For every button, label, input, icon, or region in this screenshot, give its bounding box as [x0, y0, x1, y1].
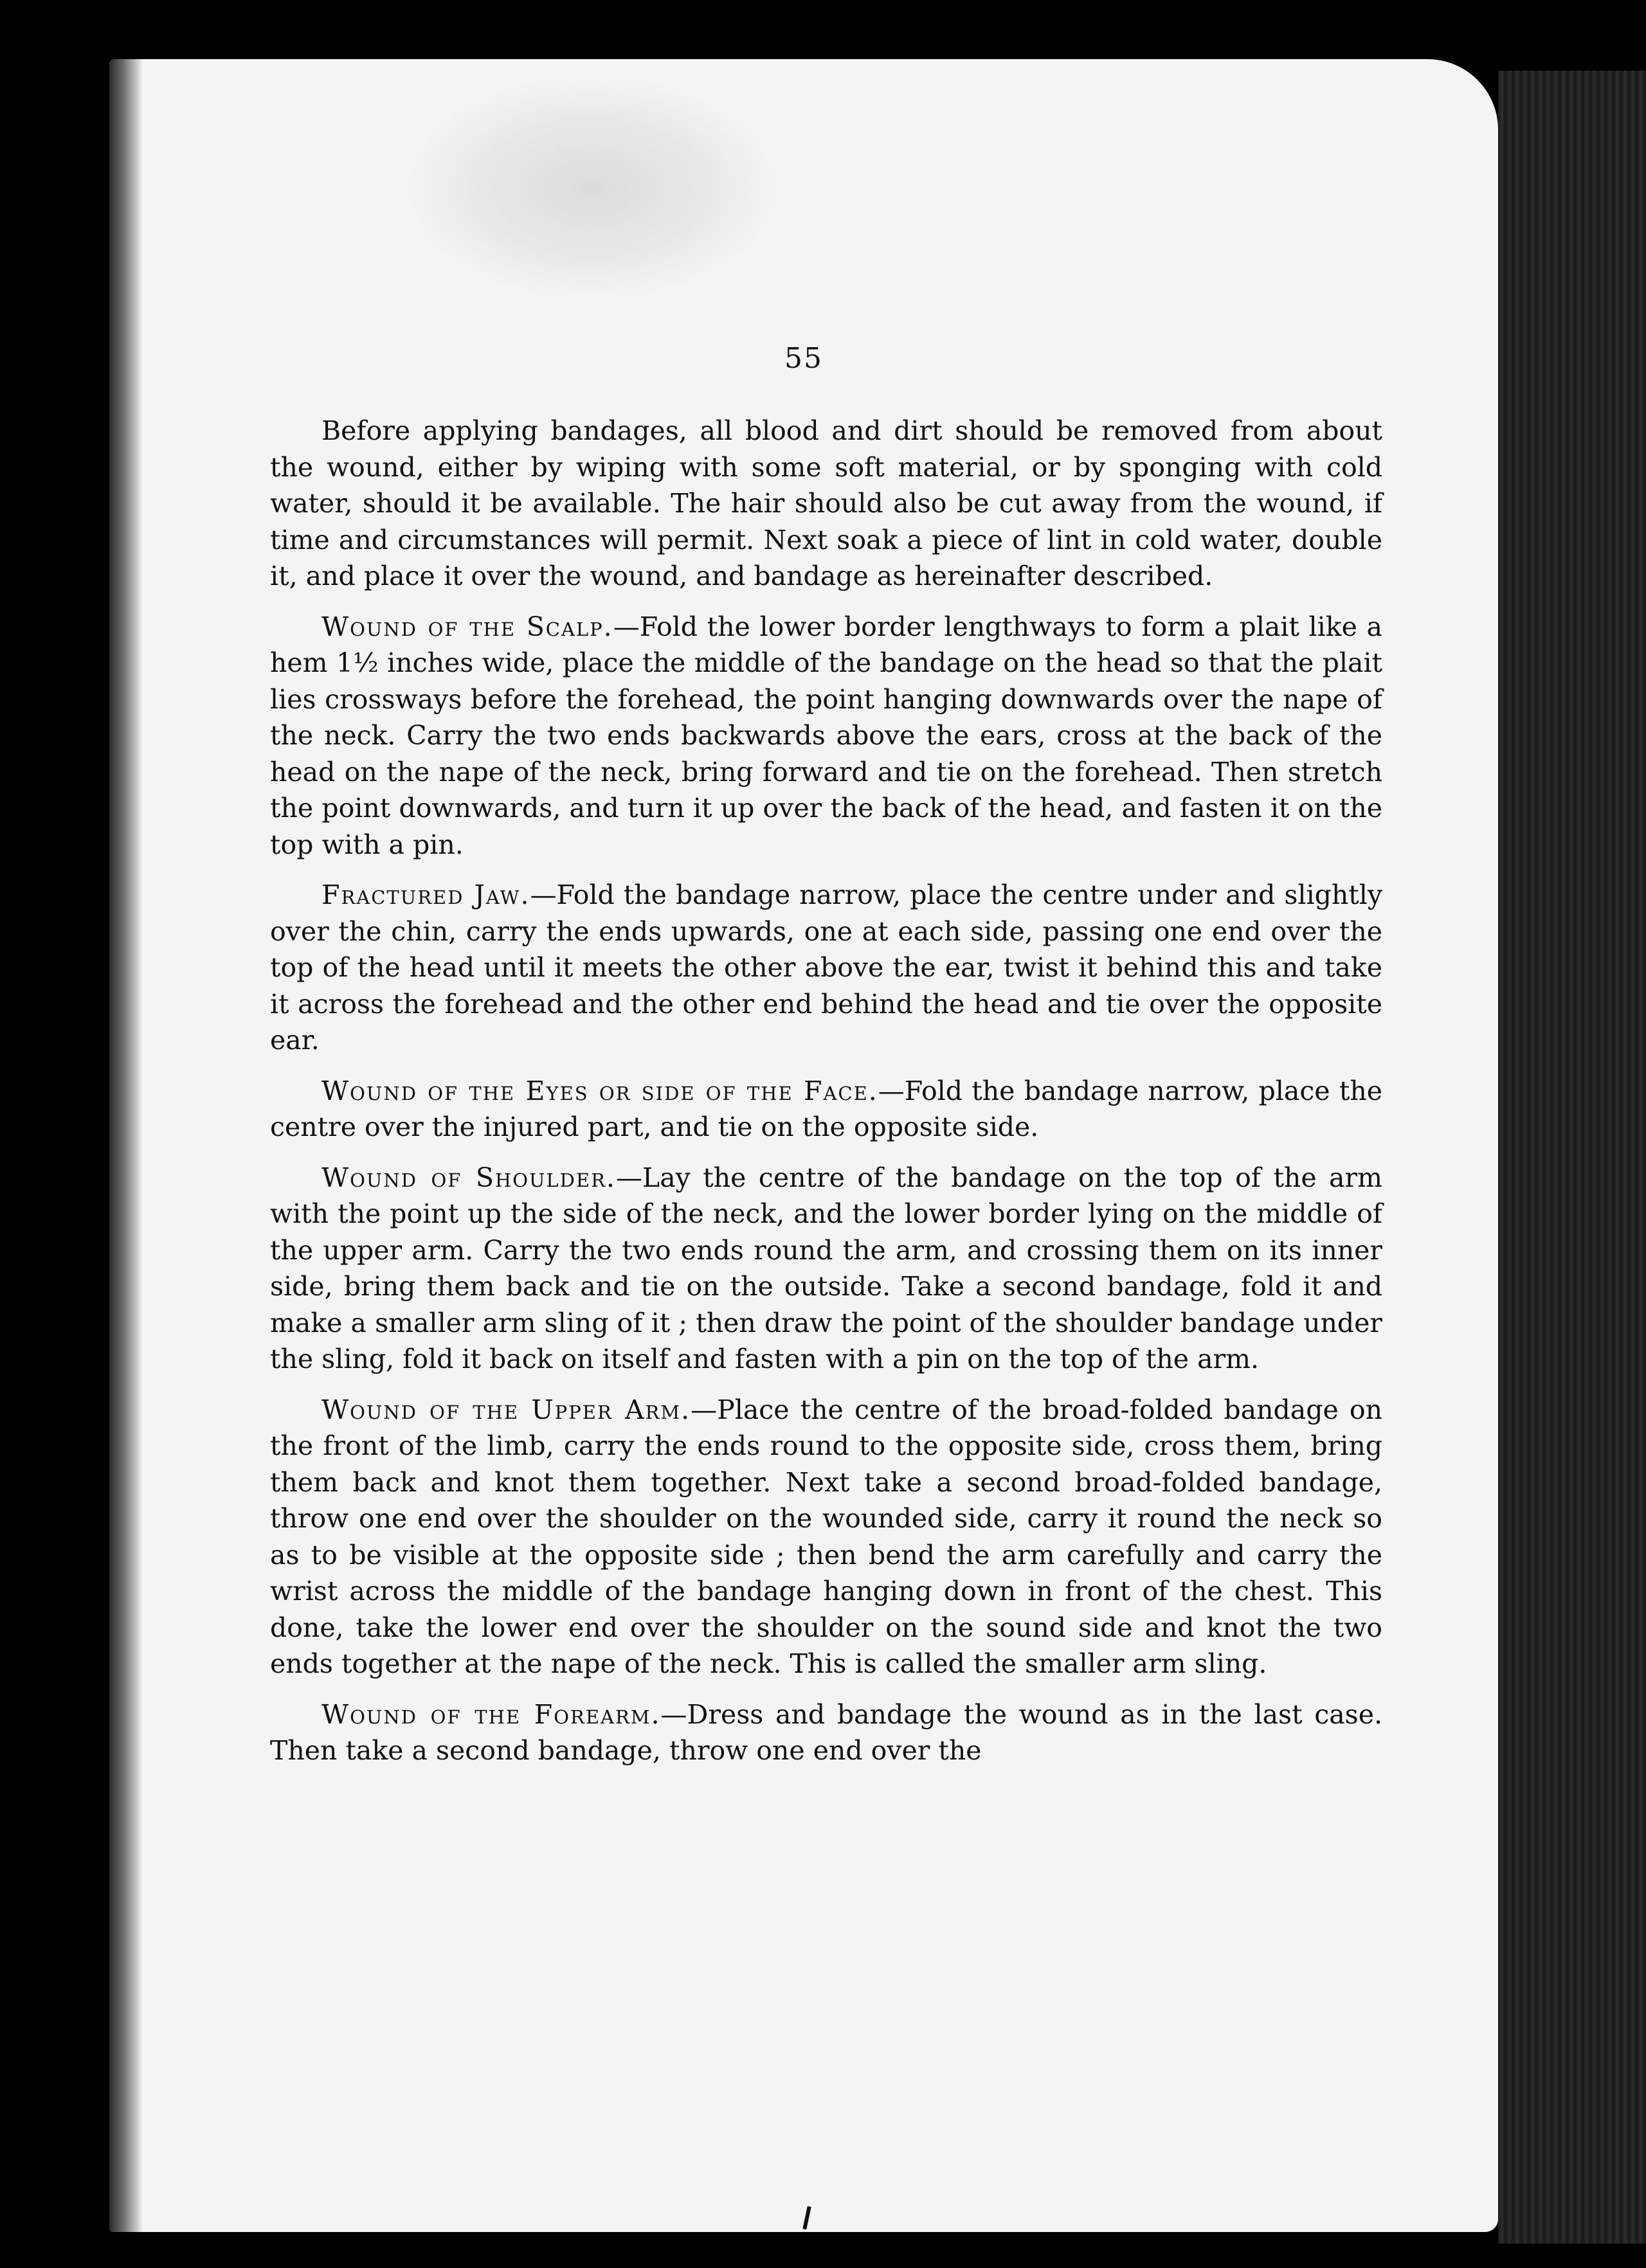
paragraph-heading: Fractured Jaw. — [321, 879, 530, 910]
paragraph-text: —Lay the centre of the bandage on the top of the arm with the point up the side of the neck, and the lower border lying on the middle of the upper arm. Carry the two ends round the arm, and crossing them on its inner side, bring them back and tie on the outside. Take a second bandage, fold it and make a smaller arm sling of it ; then draw the point of the shoulder bandage under the sling, fold it back on itself and fasten with a pin on the top of the arm. — [270, 1162, 1382, 1374]
paragraph-wound-shoulder — [270, 1160, 1382, 1378]
book-edge — [1498, 71, 1646, 2244]
paragraph-heading: Wound of the Eyes or side of the Face. — [321, 1075, 878, 1106]
ink-mark — [802, 2206, 811, 2229]
paragraph-fractured-jaw — [270, 877, 1382, 1059]
page-gutter-shadow — [109, 59, 143, 2232]
page-number: 55 — [784, 342, 823, 375]
paragraph-text: —Dress and bandage the wound as in the last case. Then take a second bandage, throw one end over the — [270, 1698, 1382, 1766]
paragraph-heading: Wound of the Forearm. — [321, 1698, 661, 1730]
page-body — [270, 413, 1382, 1783]
scanned-page — [109, 59, 1498, 2232]
paragraph-text: —Fold the lower border lengthways to form a plait like a hem 1½ inches wide, place the middle of the bandage on the head so that the plait lies crossways before the forehead, the point hanging downwards over the nape of the neck. Carry the two ends backwards above the ears, cross at the back of the head on the nape of the neck, bring forward and tie on the forehead. Then stretch the point downwards, and turn it up over the back of the head, and fasten it on the top with a pin. — [270, 611, 1382, 860]
paragraph-text: —Fold the bandage narrow, place the centre over the injured part, and tie on the opposite side. — [270, 1075, 1382, 1142]
paragraph-text: —Place the centre of the broad-folded bandage on the front of the limb, carry the ends round to the opposite side, cross them, bring them back and knot them together. Next take a second broad-folded bandage, throw one end over the shoulder on the wounded side, carry it round the neck so as to be visible at the opposite side ; then bend the arm carefully and carry the wrist across the middle of the bandage hanging down in front of the chest. This done, take the lower end over the shoulder on the sound side and knot the two ends together at the nape of the neck. This is called the smaller arm sling. — [270, 1394, 1382, 1679]
paragraph-text: —Fold the bandage narrow, place the centre under and slightly over the chin, carry the ends upwards, one at each side, passing one end over the top of the head until it meets the other above the ear, twist it behind this and take it across the forehead and the other end behind the head and tie over the opposite ear. — [270, 879, 1382, 1056]
paragraph-wound-eyes-face — [270, 1073, 1382, 1146]
paragraph-heading: Wound of the Scalp. — [321, 611, 613, 642]
paragraph-wound-scalp — [270, 609, 1382, 863]
paragraph-intro — [270, 413, 1382, 595]
paragraph-heading: Wound of Shoulder. — [321, 1162, 616, 1193]
paragraph-wound-forearm — [270, 1697, 1382, 1769]
paragraph-heading: Wound of the Upper Arm. — [321, 1394, 691, 1425]
paragraph-text: Before applying bandages, all blood and dirt should be removed from about the wound, either by wiping with some soft material, or by sponging with cold water, should it be available. The hair should also be cut away from the wound, if time and circumstances will permit. Next soak a piece of lint in cold water, double it, and place it over the wound, and bandage as hereinafter described. — [270, 415, 1382, 591]
paper-stain — [399, 72, 784, 303]
paragraph-wound-upper-arm — [270, 1392, 1382, 1682]
